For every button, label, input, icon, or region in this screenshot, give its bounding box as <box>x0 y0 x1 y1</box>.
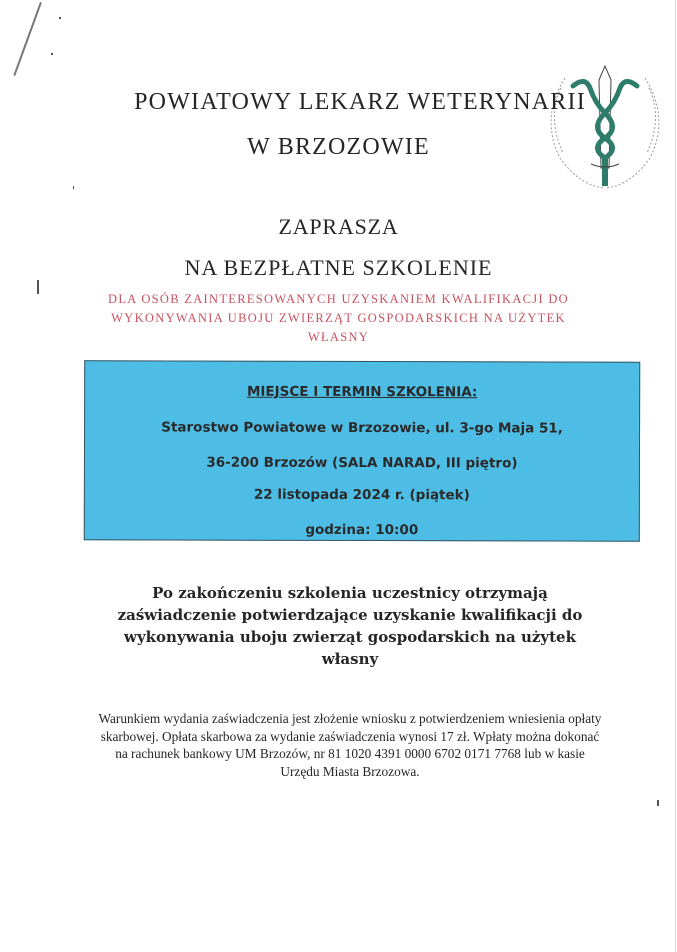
scan-dot <box>657 800 659 806</box>
address-line-2: 36-200 Brzozów (SALA NARAD, III piętro) <box>206 454 518 472</box>
event-heading: NA BEZPŁATNE SZKOLENIE <box>184 255 493 280</box>
caduceus-emblem-icon <box>535 58 675 193</box>
page-subtitle: W BRZOZOWIE <box>247 134 430 160</box>
event-time: godzina: 10:00 <box>305 521 419 539</box>
scan-streak <box>13 2 41 76</box>
details-box <box>84 360 640 541</box>
invite-heading: ZAPRASZA <box>278 214 399 239</box>
scan-mark <box>37 280 39 294</box>
scan-dot <box>59 17 61 19</box>
audience-text: DLA OSÓB ZAINTERESOWANYCH UZYSKANIEM KWALIFIKACJI DO WYKONYWANIA UBOJU ZWIERZĄT GOSPODARSKICH NA UŻYTEK WŁASNY <box>108 292 569 344</box>
fee-note: Warunkiem wydania zaświadczenia jest złożenie wniosku z potwierdzeniem wniesienia opłaty skarbowej. Opłata skarbowa za wydanie zaświadczenia wynosi 17 zł. Wpłaty można dokonać na rachunek bankowy UM Brzozów, nr 81 1020 4391 0000 6702 0171 7768 lub w kasie Urzędu Miasta Brzozowa. <box>98 711 602 779</box>
scan-dot <box>51 53 53 55</box>
event-date: 22 listopada 2024 r. (piątek) <box>253 486 470 504</box>
page-title: POWIATOWY LEKARZ WETERYNARII <box>134 89 586 115</box>
certificate-note: Po zakończeniu szkolenia uczestnicy otrzymają zaświadczenie potwierdzające uzyskanie kwalifikacji do wykonywania uboju zwierząt gospodarskich na użytek własny <box>117 584 583 668</box>
address-line-1: Starostwo Powiatowe w Brzozowie, ul. 3-go Maja 51, <box>161 419 563 437</box>
scan-dot <box>73 186 74 189</box>
details-heading: MIEJSCE I TERMIN SZKOLENIA: <box>246 383 478 401</box>
